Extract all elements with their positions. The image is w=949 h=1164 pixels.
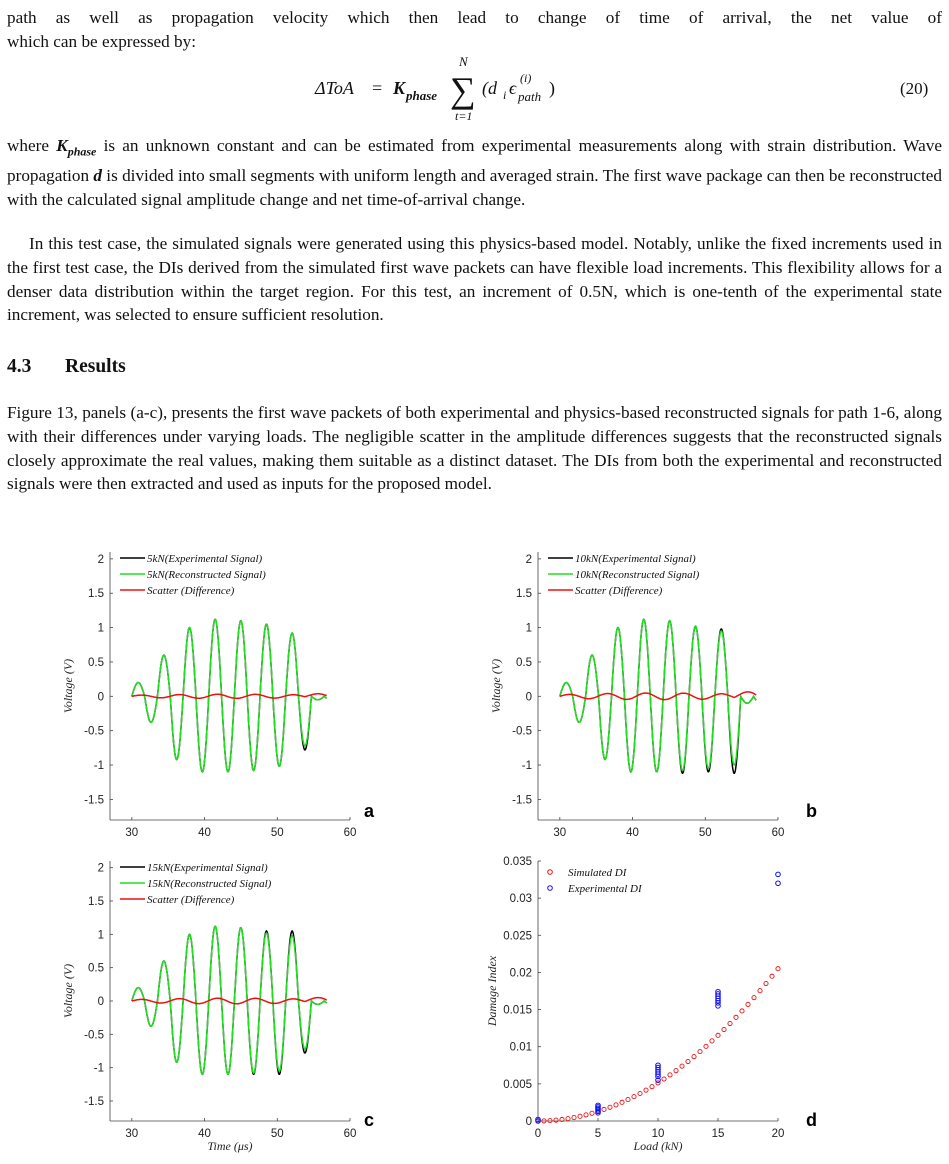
simulated-di-point [758, 989, 762, 993]
simulated-di-point [602, 1107, 606, 1111]
p2-text-b: is an unknown constant and can be estimated from experimental measurements along with strain distribution. Wave propagation [7, 136, 942, 186]
paragraph-results: Figure 13, panels (a-c), presents the first wave packets of both experimental and physics-based reconstructed signals for path 1-6, along with their differences under varying loads. The negligible scatter in the amplitude differences suggests that the reconstructed signals closely approximate the real values, making them suitable as a distinct dataset. The DIs from both the experimental and reconstructed signals were then extracted and used as inputs for the proposed model. [7, 403, 942, 494]
simulated-di-point [614, 1103, 618, 1107]
x-tick-label: 40 [198, 1128, 211, 1140]
simulated-di-point [590, 1111, 594, 1115]
y-tick-label: -1 [93, 1062, 104, 1075]
legend-label: Scatter (Difference) [147, 585, 235, 597]
eq-term-i: i [503, 88, 507, 102]
y-tick-label: 0.02 [509, 967, 532, 980]
y-tick-label: 0 [525, 1116, 532, 1128]
y-tick-label: 0.5 [516, 656, 532, 669]
y-tick-label: 1 [97, 622, 104, 635]
legend-label: 15kN(Experimental Signal) [147, 862, 268, 874]
legend-label: 10kN(Reconstructed Signal) [575, 569, 700, 581]
legend-label: 10kN(Experimental Signal) [575, 553, 696, 565]
y-axis-label: Voltage (V) [61, 963, 75, 1019]
x-tick-label: 60 [771, 827, 785, 839]
x-tick-label: 50 [698, 827, 712, 839]
legend-label: 5kN(Experimental Signal) [147, 553, 263, 565]
x-axis-label: Time (μs) [207, 1139, 253, 1153]
eq-eps-sup: (i) [520, 71, 532, 85]
y-tick-label: 1.5 [516, 588, 532, 601]
panel-letter: d [806, 1110, 817, 1130]
eq-sum-bottom: t=1 [455, 109, 473, 123]
panel-letter: c [364, 1110, 375, 1130]
legend-label: Scatter (Difference) [147, 894, 235, 906]
y-tick-label: 1.5 [88, 588, 104, 601]
y-tick-label: -1.5 [512, 794, 532, 807]
legend-label: 5kN(Reconstructed Signal) [147, 569, 266, 581]
y-tick-label: 2 [525, 553, 532, 566]
simulated-di-point [770, 974, 774, 978]
x-axis-label: Load (kN) [633, 1139, 683, 1153]
y-tick-label: 0 [525, 691, 532, 704]
simulated-di-point [632, 1095, 636, 1099]
y-tick-label: -0.5 [84, 1029, 104, 1042]
y-axis-label: Damage Index [485, 955, 499, 1027]
simulated-di-point [554, 1118, 558, 1122]
simulated-di-point [692, 1055, 696, 1059]
y-tick-label: -1 [521, 760, 532, 773]
y-tick-label: 1 [97, 929, 104, 942]
simulated-di-point [686, 1059, 690, 1063]
chart-panel-d [485, 856, 817, 1153]
simulated-di-point [620, 1100, 624, 1104]
y-tick-label: 2 [97, 862, 104, 875]
series-line-experimental [132, 926, 327, 1074]
eq-lhs: ΔToA [315, 78, 354, 98]
y-tick-label: 0.015 [503, 1004, 532, 1017]
y-tick-label: 1 [525, 622, 532, 635]
chart-panel-a [61, 552, 375, 839]
simulated-di-point [566, 1117, 570, 1121]
legend-label: Experimental DI [568, 883, 642, 895]
paragraph-simulated: In this test case, the simulated signals were generated using this physics-based model. Notably, unlike the fixed increments used in the first test case, the DIs derived from the simulated first wave packets can have flexible load increments. This flexibility allows for a denser data distribution within the target region. For this test, an increment of 0.5N, which is one-tenth of the experimental state increment, was selected to ensure sufficient resolution. [7, 234, 942, 325]
series-line-difference [132, 694, 327, 699]
x-tick-label: 50 [270, 827, 284, 839]
legend [120, 553, 266, 597]
simulated-di-point [626, 1097, 630, 1101]
legend [548, 867, 643, 895]
legend-label: Scatter (Difference) [575, 585, 663, 597]
legend [548, 553, 700, 597]
simulated-di-point [644, 1088, 648, 1092]
eq-sum-top: N [459, 54, 468, 69]
simulated-di-point [638, 1091, 642, 1095]
legend-label: Simulated DI [568, 867, 627, 879]
kphase-symbol: K [56, 136, 68, 155]
simulated-di-point [584, 1113, 588, 1117]
y-tick-label: -1 [93, 760, 104, 773]
y-tick-label: 0.5 [88, 656, 104, 669]
experimental-di-point [776, 881, 781, 886]
section-title: Results [65, 356, 126, 377]
p2-text-a: where [7, 136, 57, 155]
simulated-di-point [752, 996, 756, 1000]
y-tick-label: -1.5 [84, 794, 104, 807]
y-tick-label: 2 [97, 553, 104, 566]
y-tick-label: 0.005 [503, 1078, 532, 1091]
legend [120, 862, 272, 906]
x-tick-label: 15 [711, 1128, 725, 1140]
simulated-di-point [740, 1009, 744, 1013]
simulated-di-point [698, 1050, 702, 1054]
simulated-di-point [572, 1115, 576, 1119]
chart-panel-c [61, 861, 374, 1153]
simulated-di-point [722, 1027, 726, 1031]
series-line-experimental [560, 619, 756, 773]
simulated-di-point [680, 1064, 684, 1068]
simulated-di-point [728, 1021, 732, 1025]
panel-letter: b [806, 801, 817, 821]
y-tick-label: 0.025 [503, 930, 532, 943]
simulated-di-point [710, 1039, 714, 1043]
series-line-difference [560, 692, 756, 700]
series-line-difference [132, 998, 327, 1004]
simulated-di-point [776, 967, 780, 971]
x-tick-label: 60 [343, 1128, 357, 1140]
intro-line-2: which can be expressed by: [7, 31, 196, 51]
x-tick-label: 30 [553, 827, 567, 839]
eq-eps-sub: path [518, 89, 542, 104]
eq-term-close: ) [549, 78, 555, 98]
simulated-di-point [608, 1105, 612, 1109]
simulated-di-point [704, 1044, 708, 1048]
simulated-di-point [716, 1033, 720, 1037]
simulated-di-point [668, 1073, 672, 1077]
simulated-di-point [662, 1077, 666, 1081]
y-tick-label: -0.5 [84, 725, 104, 738]
x-tick-label: 60 [343, 827, 357, 839]
simulated-di-point [650, 1085, 654, 1089]
y-tick-label: 0 [97, 691, 104, 704]
simulated-di-point [734, 1015, 738, 1019]
simulated-di-point [746, 1002, 750, 1006]
equation-number: (20) [900, 79, 929, 98]
series-line-reconstructed [560, 619, 756, 772]
eq-k-sub: phase [406, 88, 438, 103]
x-tick-label: 40 [626, 827, 639, 839]
y-tick-label: 1.5 [88, 896, 104, 908]
d-symbol: d [93, 166, 102, 186]
simulated-di-point [764, 981, 768, 985]
y-axis-label: Voltage (V) [61, 658, 75, 714]
y-tick-label: 0 [97, 996, 104, 1008]
y-tick-label: -1.5 [84, 1096, 104, 1108]
panel-letter: a [364, 801, 375, 821]
section-number: 4.3 [7, 356, 32, 377]
x-tick-label: 0 [534, 1128, 542, 1140]
y-tick-label: 0.03 [509, 893, 532, 906]
chart-panel-b [489, 552, 817, 839]
legend-label: 15kN(Reconstructed Signal) [147, 878, 272, 890]
x-tick-label: 30 [125, 1128, 139, 1140]
p2-text-c: is divided into small segments with uniform length and averaged strain. The first wave package can then be reconstructed with the calculated signal amplitude change and net time-of-arrival change. [7, 166, 942, 210]
series-line-reconstructed [132, 926, 327, 1074]
x-tick-label: 40 [198, 827, 211, 839]
eq-equals: = [372, 78, 383, 98]
y-tick-label: 0.5 [88, 962, 104, 975]
x-tick-label: 10 [651, 1128, 665, 1140]
intro-line-1: path as well as propagation velocity which then lead to change of time of arrival, the net value of [7, 8, 942, 27]
x-tick-label: 30 [125, 827, 139, 839]
experimental-di-point [776, 872, 781, 877]
y-tick-label: 0.01 [509, 1041, 532, 1054]
y-tick-label: -0.5 [512, 725, 532, 738]
legend-marker [548, 886, 553, 891]
x-tick-label: 20 [771, 1128, 785, 1140]
x-tick-label: 5 [594, 1128, 602, 1140]
eq-sum-sign: ∑ [450, 70, 476, 110]
y-axis-label: Voltage (V) [489, 658, 503, 714]
y-tick-label: 0.035 [503, 856, 532, 868]
simulated-di-point [674, 1069, 678, 1073]
eq-eps: ϵ [509, 78, 517, 98]
legend-marker [548, 870, 553, 875]
x-tick-label: 50 [270, 1128, 284, 1140]
eq-k: K [393, 78, 406, 98]
kphase-subscript: phase [67, 144, 97, 159]
eq-term-open: (d [482, 78, 497, 98]
simulated-di-point [578, 1114, 582, 1118]
